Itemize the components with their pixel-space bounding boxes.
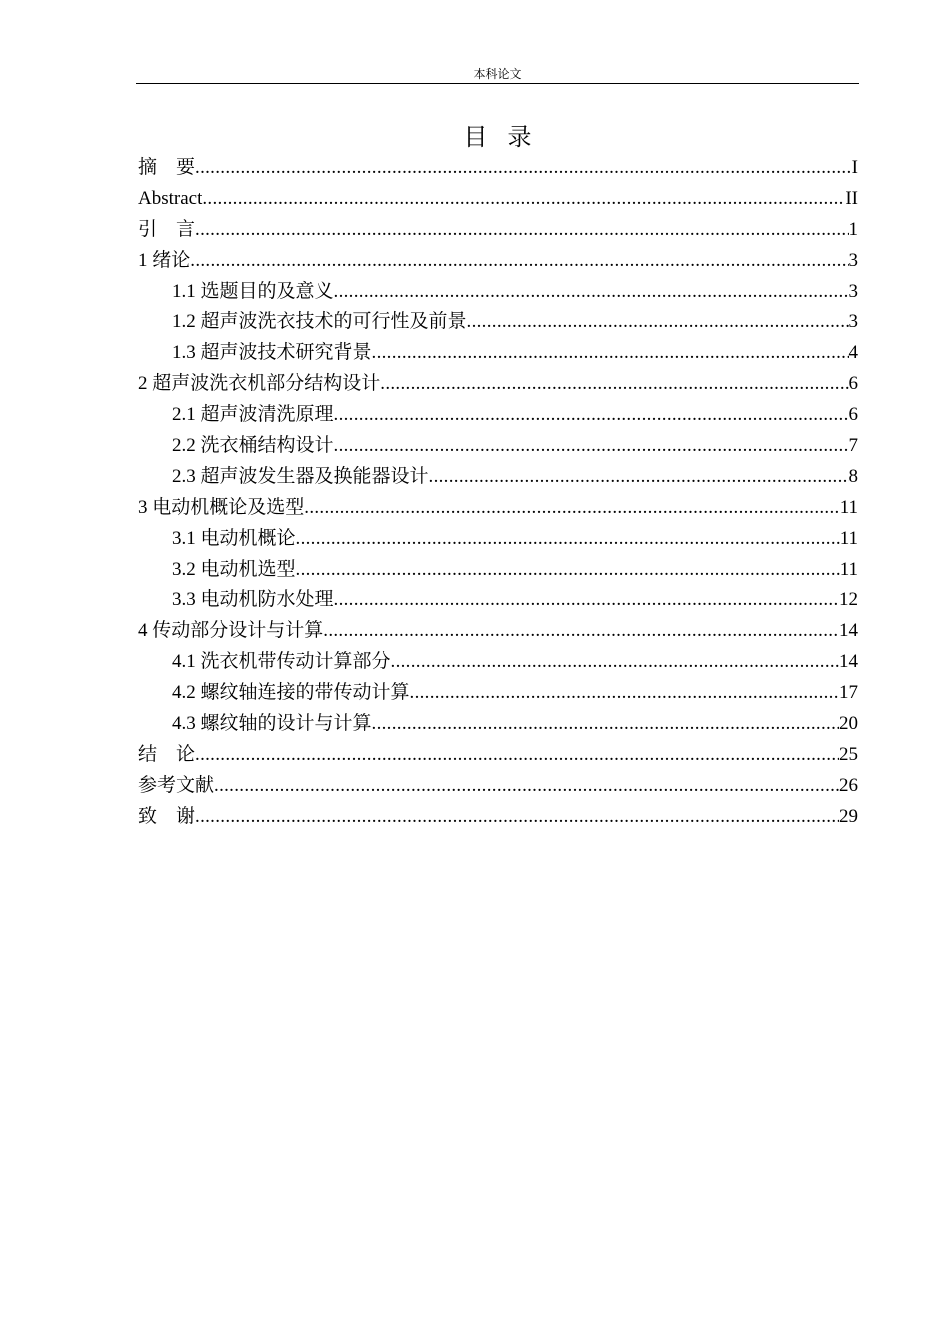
dot-leader <box>202 184 845 215</box>
toc-entry-label: 3.1 电动机概论 <box>172 527 296 549</box>
dot-leader <box>410 678 839 709</box>
toc-entry[interactable] <box>138 307 858 338</box>
toc-entry[interactable] <box>138 184 858 215</box>
toc-entry-page-number: 26 <box>839 774 858 796</box>
toc-entry-page-number: 11 <box>839 496 858 518</box>
dot-leader <box>195 802 839 833</box>
toc-entry[interactable] <box>138 369 858 400</box>
dot-leader <box>304 493 839 524</box>
toc-entry-page-number: 29 <box>839 805 858 827</box>
dot-leader <box>380 369 848 400</box>
toc-entry-label: 2.3 超声波发生器及换能器设计 <box>172 465 429 487</box>
running-header: 本科论文 <box>473 67 522 81</box>
dot-leader <box>372 338 849 369</box>
toc-entry-page-number: 6 <box>848 373 858 395</box>
toc-entry-page-number: 11 <box>839 527 858 549</box>
dot-leader <box>296 524 840 555</box>
dot-leader <box>195 740 839 771</box>
header-rule <box>136 83 859 84</box>
toc-entry[interactable] <box>138 647 858 678</box>
toc-entry-label: 3 电动机概论及选型 <box>138 496 305 518</box>
toc-entry-page-number: 14 <box>839 651 858 673</box>
toc-entry-label: 4.3 螺纹轴的设计与计算 <box>172 713 372 735</box>
toc-entry-page-number: 1 <box>848 218 858 240</box>
toc-entry-label: 1.1 选题目的及意义 <box>172 280 334 302</box>
table-of-contents <box>138 153 858 833</box>
toc-entry-label: 1 绪论 <box>138 249 191 271</box>
toc-entry-label: 2.2 洗衣桶结构设计 <box>172 435 334 457</box>
toc-entry-label: 4 传动部分设计与计算 <box>138 620 324 642</box>
toc-entry[interactable] <box>138 493 858 524</box>
toc-entry[interactable] <box>138 616 858 647</box>
dot-leader <box>190 246 848 277</box>
toc-entry[interactable] <box>138 771 858 802</box>
dot-leader <box>195 215 848 246</box>
toc-entry[interactable] <box>138 400 858 431</box>
toc-entry[interactable] <box>138 802 858 833</box>
toc-entry-label: 致 谢 <box>138 805 196 827</box>
dot-leader <box>429 462 849 493</box>
dot-leader <box>195 153 852 184</box>
dot-leader <box>323 616 839 647</box>
toc-entry-page-number: 3 <box>848 249 858 271</box>
toc-entry-page-number: 11 <box>839 558 858 580</box>
toc-entry[interactable] <box>138 431 858 462</box>
toc-entry-label: Abstract <box>138 187 203 209</box>
dot-leader <box>334 400 849 431</box>
toc-entry[interactable] <box>138 153 858 184</box>
dot-leader <box>372 709 839 740</box>
toc-entry[interactable] <box>138 555 858 586</box>
toc-entry-page-number: 14 <box>839 620 858 642</box>
toc-entry[interactable] <box>138 338 858 369</box>
toc-entry-page-number: 17 <box>839 682 858 704</box>
toc-entry-page-number: 3 <box>848 311 858 333</box>
dot-leader <box>296 555 840 586</box>
toc-entry-page-number: 20 <box>839 713 858 735</box>
toc-entry-page-number: 7 <box>848 435 858 457</box>
dot-leader <box>214 771 839 802</box>
toc-entry-label: 1.3 超声波技术研究背景 <box>172 342 372 364</box>
toc-entry[interactable] <box>138 709 858 740</box>
toc-entry-page-number: 3 <box>848 280 858 302</box>
toc-entry-label: 3.2 电动机选型 <box>172 558 296 580</box>
dot-leader <box>467 307 849 338</box>
toc-entry-label: 摘 要 <box>138 157 196 178</box>
toc-entry-label: 2 超声波洗衣机部分结构设计 <box>138 373 381 395</box>
toc-entry[interactable] <box>138 277 858 308</box>
toc-entry-label: 4.2 螺纹轴连接的带传动计算 <box>172 682 410 704</box>
toc-entry-label: 参考文献 <box>138 774 215 796</box>
dot-leader <box>334 277 849 308</box>
toc-entry-page-number: 25 <box>839 743 858 765</box>
toc-entry-label: 结 论 <box>138 743 196 765</box>
toc-entry-page-number: 4 <box>848 342 858 364</box>
dot-leader <box>334 431 849 462</box>
toc-entry-page-number: 8 <box>848 465 858 487</box>
toc-entry-page-number: 12 <box>839 589 858 611</box>
toc-entry-label: 3.3 电动机防水处理 <box>172 589 334 611</box>
toc-entry[interactable] <box>138 524 858 555</box>
toc-entry-label: 引 言 <box>138 218 196 240</box>
toc-entry-label: 1.2 超声波洗衣技术的可行性及前景 <box>172 311 467 333</box>
toc-entry-page-number: II <box>845 187 858 209</box>
toc-entry[interactable] <box>138 462 858 493</box>
toc-entry-page-number: I <box>851 157 858 178</box>
toc-entry[interactable] <box>138 215 858 246</box>
toc-entry-page-number: 6 <box>848 404 858 426</box>
toc-title: 目录 <box>463 123 552 151</box>
toc-entry-label: 4.1 洗衣机带传动计算部分 <box>172 651 391 673</box>
toc-entry-label: 2.1 超声波清洗原理 <box>172 404 334 426</box>
toc-entry[interactable] <box>138 740 858 771</box>
toc-entry[interactable] <box>138 585 858 616</box>
dot-leader <box>334 585 839 616</box>
dot-leader <box>391 647 839 678</box>
toc-entry[interactable] <box>138 678 858 709</box>
toc-entry[interactable] <box>138 246 858 277</box>
